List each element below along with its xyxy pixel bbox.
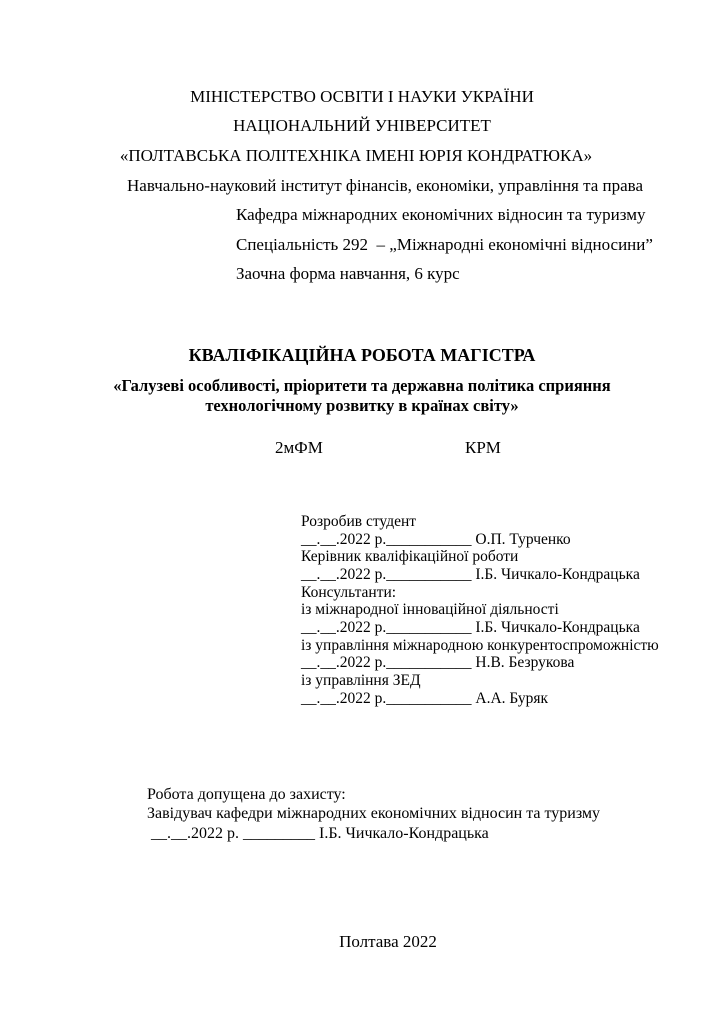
department: Кафедра міжнародних економічних відносин та туризму <box>236 205 646 224</box>
admission-line-3: __.__.2022 р. _________ І.Б. Чичкало-Кондрацька <box>147 825 489 842</box>
work-heading: КВАЛІФІКАЦІЙНА РОБОТА МАГІСТРА <box>188 345 536 365</box>
city-year: Полтава 2022 <box>339 932 437 951</box>
signature-line: Розробив студент <box>301 513 417 530</box>
institute: Навчально-науковий інститут фінансів, економіки, управління та права <box>127 176 644 195</box>
signature-line: із міжнародної інноваційної діяльності <box>301 601 559 618</box>
admission-line-2: Завідувач кафедри міжнародних економічних відносин та туризму <box>147 805 601 822</box>
university-name: «ПОЛТАВСЬКА ПОЛІТЕХНІКА ІМЕНІ ЮРІЯ КОНДРАТЮКА» <box>119 146 593 165</box>
specialty: Спеціальність 292 – „Міжнародні економічні відносини” <box>236 235 653 254</box>
work-code: КРМ <box>465 438 501 457</box>
group-code: 2мФМ <box>275 438 323 457</box>
study-form: Заочна форма навчання, 6 курс <box>236 264 460 283</box>
signature-line: __.__.2022 р.___________ Н.В. Безрукова <box>301 654 575 671</box>
signature-line: __.__.2022 р.___________ І.Б. Чичкало-Кондрацька <box>301 619 640 636</box>
signature-line: __.__.2022 р.___________ А.А. Буряк <box>301 690 549 707</box>
signature-line: __.__.2022 р.___________ І.Б. Чичкало-Кондрацька <box>301 566 640 583</box>
signature-line: __.__.2022 р.___________ О.П. Турченко <box>301 531 571 548</box>
signature-line: Керівник кваліфікаційної роботи <box>301 548 519 565</box>
signature-line: Консультанти: <box>301 584 397 601</box>
signature-line: із управління ЗЕД <box>301 672 421 689</box>
university: НАЦІОНАЛЬНИЙ УНІВЕРСИТЕТ <box>233 116 491 135</box>
ministry: МІНІСТЕРСТВО ОСВІТИ І НАУКИ УКРАЇНИ <box>190 87 534 106</box>
topic-line-2: технологічному розвитку в країнах світу» <box>205 396 519 415</box>
topic-line-1: «Галузеві особливості, пріоритети та державна політика сприяння <box>113 376 611 395</box>
signature-line: із управління міжнародною конкурентоспроможністю <box>301 637 659 654</box>
admission-line-1: Робота допущена до захисту: <box>147 786 346 803</box>
